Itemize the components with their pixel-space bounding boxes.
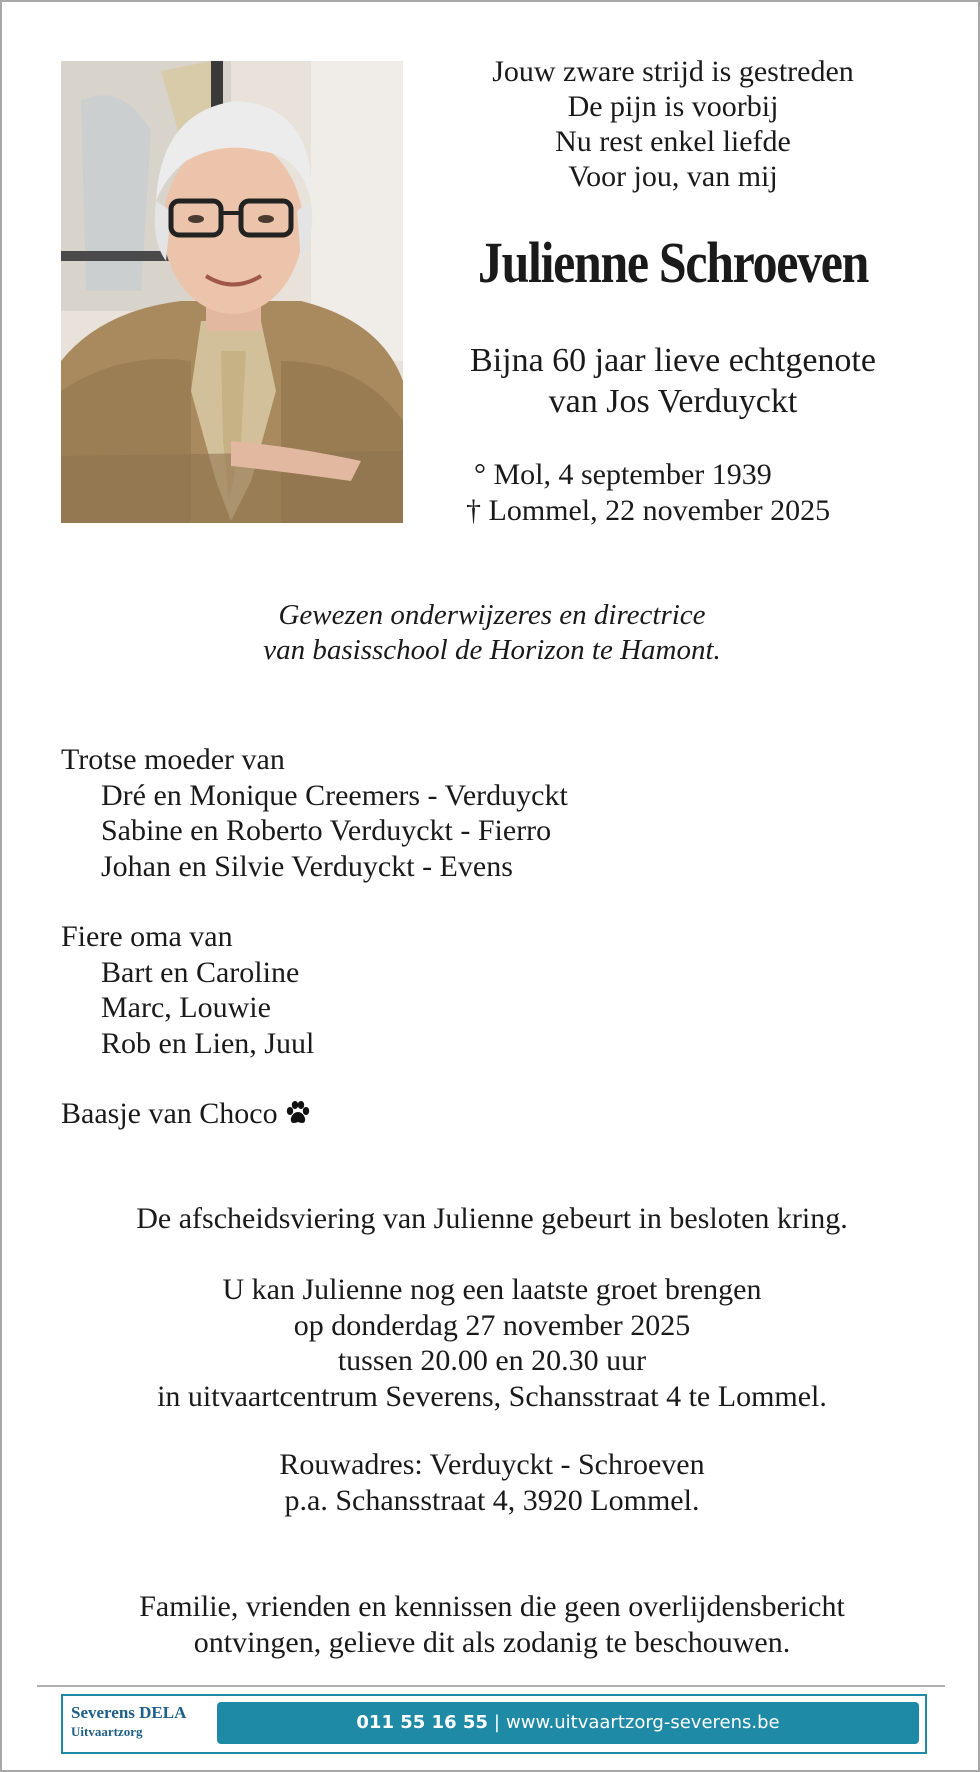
poem [420,54,926,194]
career-line: van basisschool de Horizon te Hamont. [263,634,721,666]
birth-date: ° Mol, 4 september 1939 [474,458,772,491]
contact-separator: | [493,1712,500,1733]
address-line: p.a. Schansstraat 4, 3920 Lommel. [284,1483,700,1517]
website-link[interactable]: www.uitvaartzorg-severens.be [506,1712,780,1733]
closing-line: ontvingen, gelieve dit als zodanig te beschouwen. [193,1625,791,1659]
visit-line: in uitvaartcentrum Severens, Schansstraat 4 te Lommel. [157,1379,827,1413]
deceased-name: Julienne Schroeven [477,230,869,295]
mourning-address [2,1447,980,1518]
closing-note [2,1589,980,1660]
grandchild-item: Rob en Lien, Juul [101,1026,315,1060]
child-item: Johan en Silvie Verduyckt - Evens [101,849,513,883]
spouse-text [420,340,926,422]
child-item: Sabine en Roberto Verduyckt - Fierro [101,814,552,847]
mother-heading: Trotse moeder van [61,743,285,776]
address-line: Rouwadres: Verduyckt - Schroeven [279,1448,705,1481]
ceremony-text: De afscheidsviering van Julienne gebeurt in besloten kring. [136,1202,848,1235]
visit-line: U kan Julienne nog een laatste groet brengen [222,1273,762,1306]
poem-line: Nu rest enkel liefde [555,125,791,158]
spouse-line: Bijna 60 jaar lieve echtgenote [470,342,876,379]
career-text [2,598,980,668]
visit-line: tussen 20.00 en 20.30 uur [337,1344,647,1377]
phone-number[interactable]: 011 55 16 55 [356,1712,488,1733]
portrait-photo [61,61,403,523]
grandma-heading: Fiere oma van [61,920,233,953]
grandchild-item: Marc, Louwie [101,991,271,1024]
poem-line: De pijn is voorbij [567,90,779,123]
family-section [61,742,568,1135]
logo-name: Severens DELA [71,1703,187,1722]
pet-line [61,1096,568,1135]
grandchild-item: Bart en Caroline [101,955,300,989]
child-item: Dré en Monique Creemers - Verduyckt [101,778,568,812]
poem-line: Jouw zware strijd is gestreden [492,55,854,88]
death-date: † Lommel, 22 november 2025 [466,494,831,527]
pet-text: Baasje van Choco [61,1097,278,1130]
spouse-line: van Jos Verduyckt [548,383,798,420]
closing-line: Familie, vrienden en kennissen die geen overlijdensbericht [139,1590,845,1623]
funeral-home-footer [61,1694,927,1754]
footer-divider [37,1685,945,1687]
funeral-home-logo [71,1702,211,1746]
visit-line: op donderdag 27 november 2025 [293,1308,691,1342]
life-dates [466,457,830,529]
poem-line: Voor jou, van mij [568,160,778,193]
visitation-info [2,1272,980,1414]
paw-icon [284,1099,312,1135]
career-line: Gewezen onderwijzeres en directrice [278,599,706,631]
contact-bar [217,1702,919,1744]
logo-subtitle: Uitvaartzorg [71,1724,143,1739]
